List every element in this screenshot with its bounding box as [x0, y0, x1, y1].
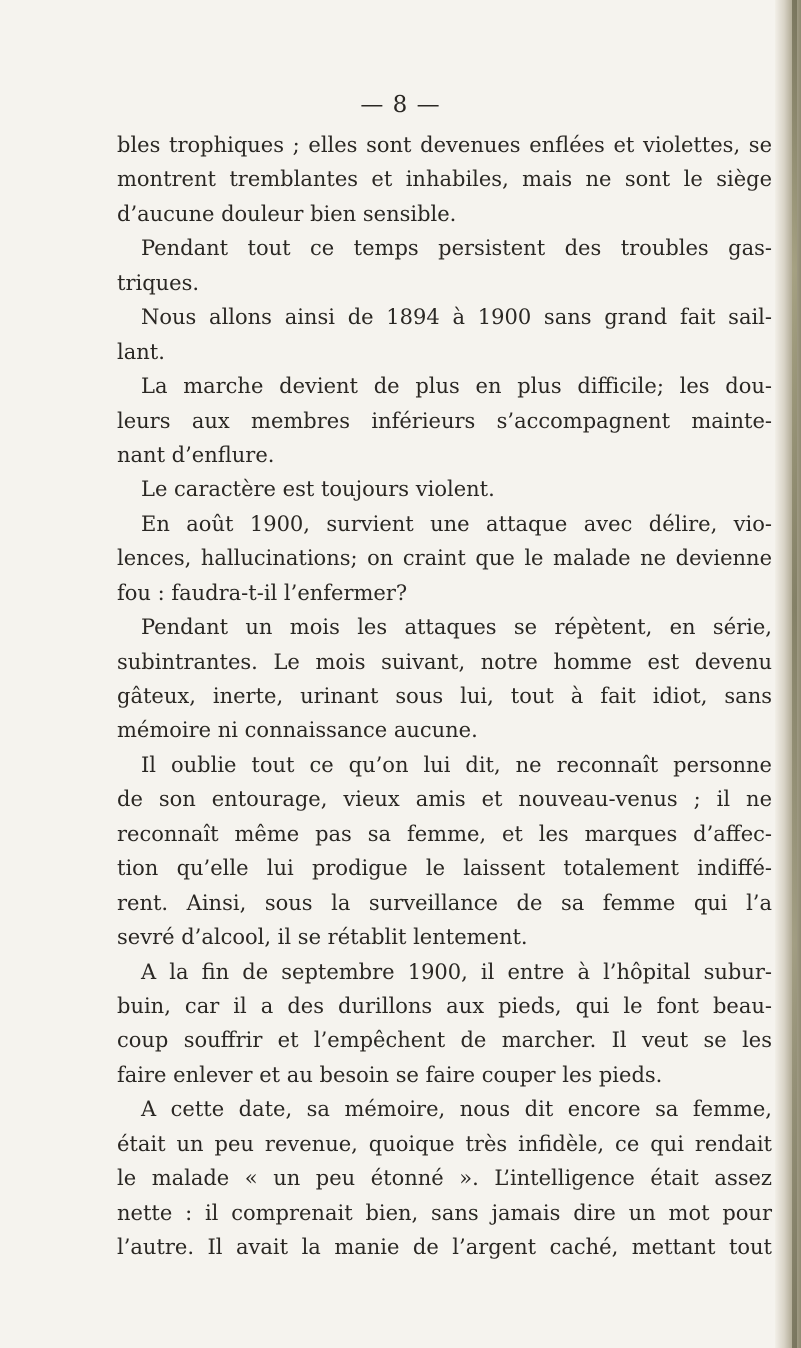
text-line: faire enlever et au besoin se faire couper les pieds. [117, 1062, 663, 1087]
text-line: fou : faudra-t-il l’enfermer? [117, 580, 408, 605]
text-line: gâteux, inerte, urinant sous lui, tout à fait idiot, sans [117, 684, 772, 708]
text-line: reconnaît même pas sa femme, et les marques d’affec- [117, 821, 772, 846]
text-line: mémoire ni connaissance aucune. [117, 718, 478, 743]
page-binding-edge [775, 0, 801, 1348]
text-line: Le caractère est toujours violent. [141, 477, 495, 502]
text-line: Pendant tout ce temps persistent des troubles gas- [141, 236, 772, 261]
text-line: rent. Ainsi, sous la surveillance de sa femme qui l’a [117, 890, 772, 915]
text-line: triques. [117, 270, 200, 295]
text-line: tion qu’elle lui prodigue le laissent totalement indiffé- [117, 856, 772, 881]
text-line: buin, car il a des durillons aux pieds, qui le font beau- [117, 993, 772, 1018]
text-line: En août 1900, survient une attaque avec délire, vio- [141, 511, 772, 536]
text-line: coup souffrir et l’empêchent de marcher. Il veut se les [117, 1028, 772, 1053]
text-line: nette : il comprenait bien, sans jamais dire un mot pour [117, 1200, 772, 1225]
text-line: lant. [117, 339, 165, 364]
text-line: bles trophiques ; elles sont devenues enflées et violettes, se [117, 133, 772, 157]
text-line: Nous allons ainsi de 1894 à 1900 sans grand fait sail- [141, 305, 772, 330]
text-line: sevré d’alcool, il se rétablit lentement. [117, 925, 528, 950]
page-edge-shadow [792, 0, 797, 1348]
text-line: leurs aux membres inférieurs s’accompagnent mainte- [117, 408, 772, 433]
text-line: A cette date, sa mémoire, nous dit encore sa femme, [141, 1097, 772, 1122]
text-line: nant d’enflure. [117, 442, 275, 467]
text-line: était un peu revenue, quoique très infidèle, ce qui rendait [117, 1131, 772, 1156]
text-line: montrent tremblantes et inhabiles, mais ne sont le siège [117, 167, 772, 192]
text-line: Pendant un mois les attaques se répètent, en série, [141, 615, 772, 640]
text-line: La marche devient de plus en plus difficile; les dou- [141, 374, 772, 399]
body-text [117, 128, 772, 1264]
text-line: le malade « un peu étonné ». L’intelligence était assez [117, 1166, 772, 1191]
text-line: d’aucune douleur bien sensible. [117, 201, 457, 226]
text-line: lences, hallucinations; on craint que le malade ne devienne [117, 546, 772, 571]
text-line: l’autre. Il avait la manie de l’argent caché, mettant tout [117, 1235, 772, 1259]
text-line: A la fin de septembre 1900, il entre à l’hôpital subur- [141, 959, 772, 984]
text-line: subintrantes. Le mois suivant, notre homme est devenu [117, 649, 772, 674]
page-number: — 8 — [360, 92, 441, 118]
text-line: Il oublie tout ce qu’on lui dit, ne reconnaît personne [141, 752, 772, 777]
text-line: de son entourage, vieux amis et nouveau-venus ; il ne [117, 787, 772, 812]
